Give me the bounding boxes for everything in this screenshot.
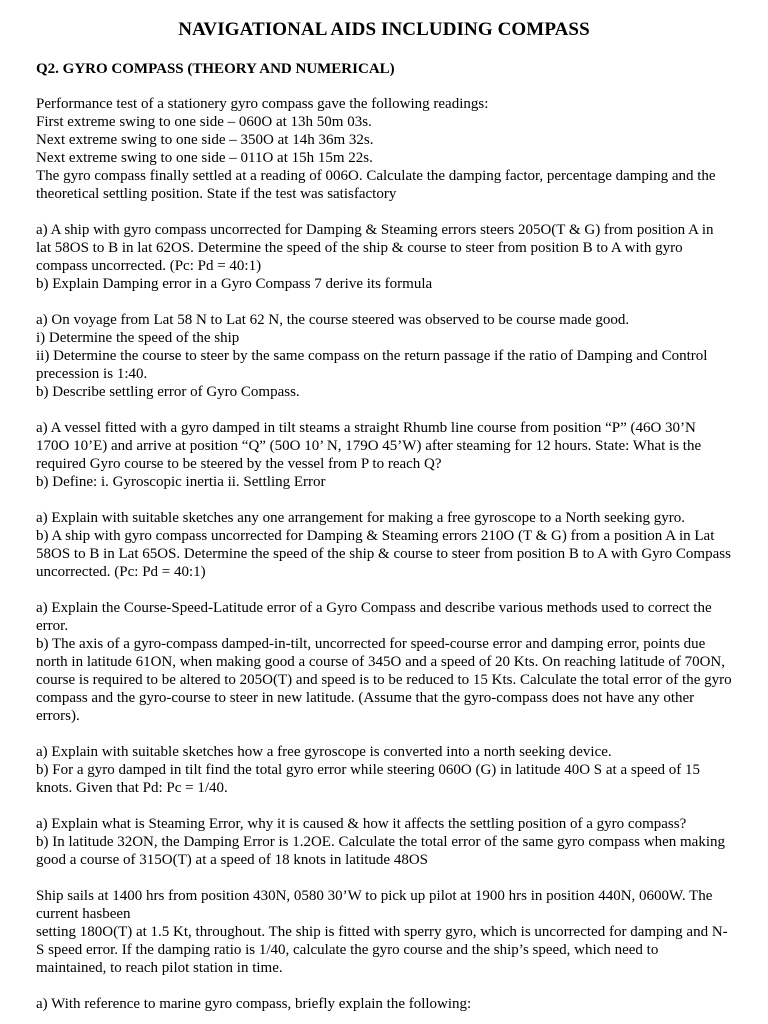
question-line: The gyro compass finally settled at a reading of 006O. Calculate the damping factor, percentage damping and the theoretical settling position. State if the test was satisfactory [36,168,716,202]
question-line: Ship sails at 1400 hrs from position 430N, 0580 30’W to pick up pilot at 1900 hrs in position 440N, 0600W. The current hasbeen [36,888,713,922]
question-paragraph [36,509,732,581]
section-heading: Q2. GYRO COMPASS (THEORY AND NUMERICAL) [36,61,395,77]
question-line: a) A vessel fitted with a gyro damped in tilt steams a straight Rhumb line course from position “P” (46O 30’N 170O 10’E) and arrive at position “Q” (50O 10’ N, 179O 45’W) after steaming for 12 hours. State: What is the required Gyro course to be steered by the vessel from P to reach Q? [36,420,702,472]
question-line: a) A ship with gyro compass uncorrected for Damping & Steaming errors steers 205O(T & G) from position A in lat 58OS to B in lat 62OS. Determine the speed of the ship & course to steer from position B to A with gyro compass uncorrected. (Pc: Pd = 40:1) [36,222,714,274]
question-paragraph [36,743,732,797]
question-line: b) Define: i. Gyroscopic inertia ii. Settling Error [36,474,326,490]
question-paragraph [36,995,732,1013]
question-paragraph [36,599,732,725]
question-line: a) Explain with suitable sketches how a free gyroscope is converted into a north seeking device. [36,744,612,760]
question-line: b) A ship with gyro compass uncorrected for Damping & Steaming errors 210O (T & G) from a position A in Lat 58OS to B in Lat 65OS. Determine the speed of the ship & course to steer from position B to A with Gyro Compass uncorrected. (Pc: Pd = 40:1) [36,528,731,580]
question-paragraph [36,221,732,293]
question-line: b) Describe settling error of Gyro Compass. [36,384,300,400]
document-title: NAVIGATIONAL AIDS INCLUDING COMPASS [178,19,590,40]
question-paragraph [36,311,732,401]
question-line: b) The axis of a gyro-compass damped-in-tilt, uncorrected for speed-course error and damping error, points due north in latitude 61ON, when making good a course of 345O and a speed of 20 Kts. On reaching latitude of 70ON, course is required to be altered to 205O(T) and speed is to be reduced to 15 Kts. Calculate the total error of the gyro compass and the gyro-course to steer in new latitude. (Assume that the gyro-compass does not have any other errors). [36,636,732,724]
question-line: First extreme swing to one side – 060O at 13h 50m 03s. [36,114,372,130]
question-list [36,95,732,1013]
question-line: b) Explain Damping error in a Gyro Compass 7 derive its formula [36,276,433,292]
question-paragraph [36,419,732,491]
question-line: a) Explain with suitable sketches any one arrangement for making a free gyroscope to a North seeking gyro. [36,510,685,526]
question-line: a) With reference to marine gyro compass, briefly explain the following: [36,996,472,1012]
question-line: a) On voyage from Lat 58 N to Lat 62 N, the course steered was observed to be course made good. [36,312,630,328]
question-paragraph [36,887,732,977]
question-line: b) For a gyro damped in tilt find the total gyro error while steering 060O (G) in latitude 40O S at a speed of 15 knots. Given that Pd: Pc = 1/40. [36,762,701,796]
question-line: b) In latitude 32ON, the Damping Error is 1.2OE. Calculate the total error of the same gyro compass when making good a course of 315O(T) at a speed of 18 knots in latitude 48OS [36,834,725,868]
question-line: a) Explain what is Steaming Error, why it is caused & how it affects the settling position of a gyro compass? [36,816,687,832]
question-line: a) Explain the Course-Speed-Latitude error of a Gyro Compass and describe various methods used to correct the error. [36,600,712,634]
question-line: Next extreme swing to one side – 011O at 15h 15m 22s. [36,150,373,166]
question-line: Next extreme swing to one side – 350O at 14h 36m 32s. [36,132,374,148]
question-line: ii) Determine the course to steer by the same compass on the return passage if the ratio of Damping and Control precession is 1:40. [36,348,708,382]
question-paragraph [36,815,732,869]
question-line: i) Determine the speed of the ship [36,330,240,346]
question-paragraph [36,95,732,203]
question-line: Performance test of a stationery gyro compass gave the following readings: [36,96,489,112]
question-line: setting 180O(T) at 1.5 Kt, throughout. The ship is fitted with sperry gyro, which is uncorrected for damping and N-S speed error. If the damping ratio is 1/40, calculate the gyro course and the ship’s speed, which need to maintained, to reach pilot station in time. [36,924,728,976]
